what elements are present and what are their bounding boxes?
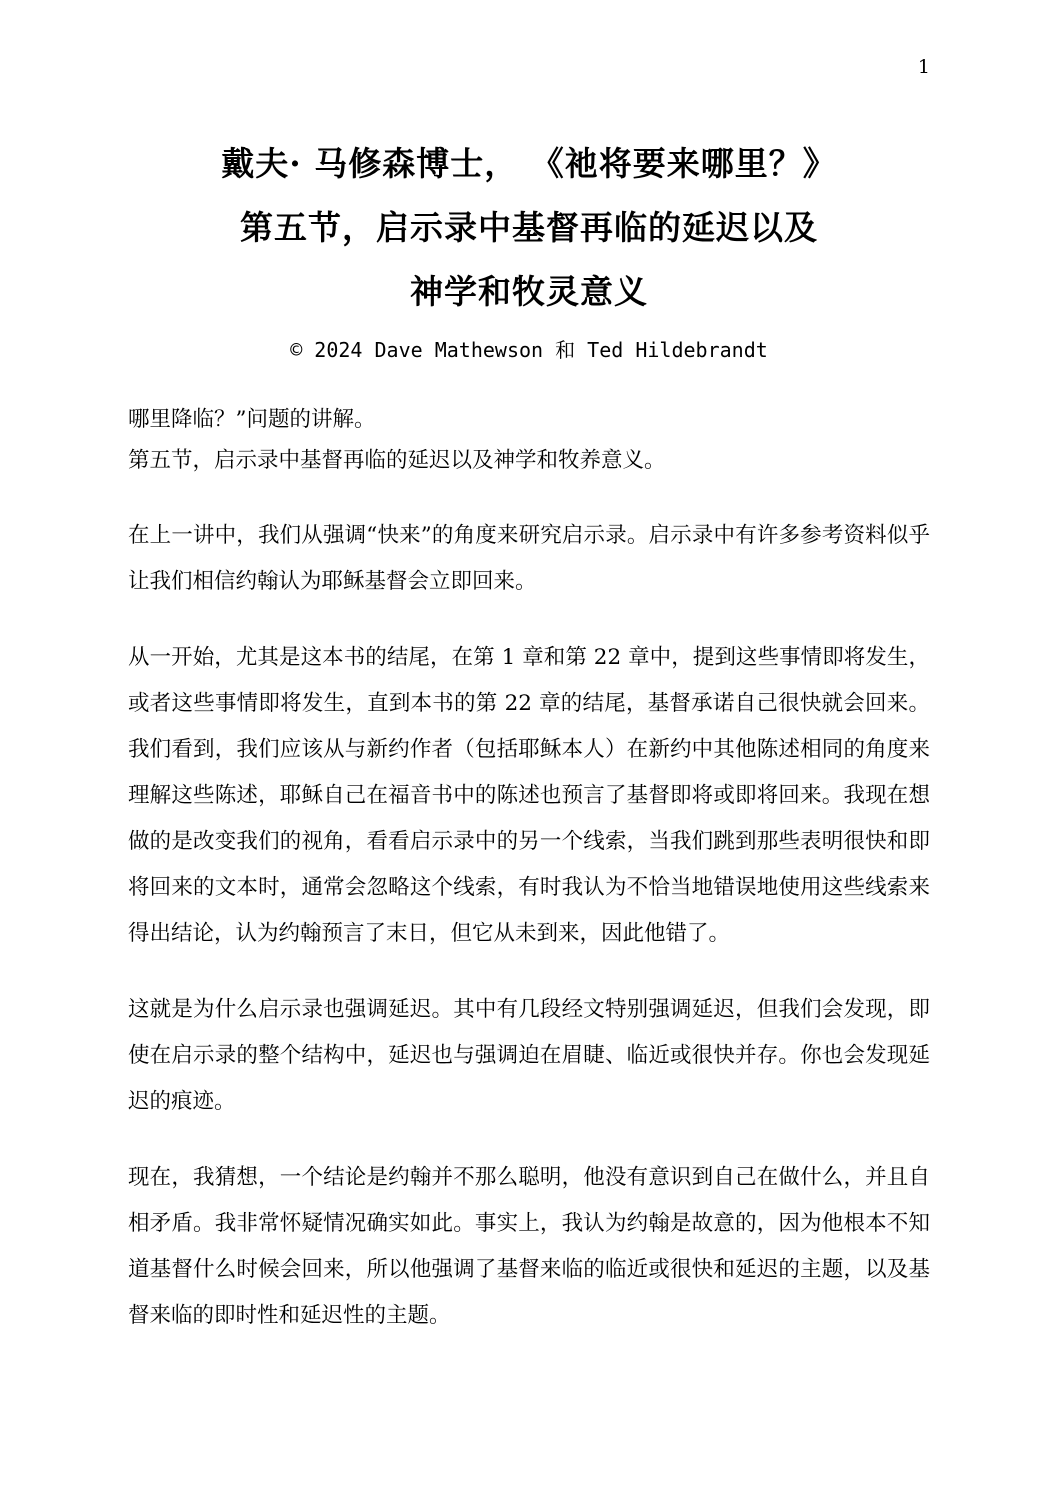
intro-line-2: 第五节，启示录中基督再临的延迟以及神学和牧养意义。 bbox=[128, 448, 666, 473]
document-body bbox=[128, 399, 930, 1339]
document-title bbox=[110, 132, 948, 324]
paragraph-4: 现在，我猜想，一个结论是约翰并不那么聪明，他没有意识到自己在做什么，并且自相矛盾。我非常怀疑情况确实如此。事实上，我认为约翰是故意的，因为他根本不知道基督什么时候会回来，所以他强调了基督来临的临近或很快和延迟的主题，以及基督来临的即时性和延迟性的主题。 bbox=[128, 1165, 930, 1328]
paragraph-3: 这就是为什么启示录也强调延迟。其中有几段经文特别强调延迟，但我们会发现，即使在启示录的整个结构中，延迟也与强调迫在眉睫、临近或很快并存。你也会发现延迟的痕迹。 bbox=[128, 997, 930, 1114]
title-line-2: 第五节，启示录中基督再临的延迟以及 bbox=[240, 208, 818, 247]
title-line-1: 戴夫· 马修森博士， 《祂将要来哪里？》 bbox=[221, 144, 837, 183]
paragraph-2: 从一开始，尤其是这本书的结尾，在第 1 章和第 22 章中，提到这些事情即将发生，或者这些事情即将发生，直到本书的第 22 章的结尾，基督承诺自己很快就会回来。我们看到，我们应该从与新约作者（包括耶稣本人）在新约中其他陈述相同的角度来理解这些陈述，耶稣自己在福音书中的陈述也预言了基督即将或即将回来。我现在想做的是改变我们的视角，看看启示录中的另一个线索，当我们跳到那些表明很快和即将回来的文本时，通常会忽略这个线索，有时我认为不恰当地错误地使用这些线索来得出结论，认为约翰预言了末日，但它从未到来，因此他错了。 bbox=[128, 645, 930, 946]
title-line-3: 神学和牧灵意义 bbox=[410, 272, 648, 311]
page-number: 1 bbox=[917, 56, 930, 78]
paragraph-1: 在上一讲中，我们从强调“快来”的角度来研究启示录。启示录中有许多参考资料似乎让我们相信约翰认为耶稣基督会立即回来。 bbox=[128, 523, 930, 594]
copyright-line: © 2024 Dave Mathewson 和 Ted Hildebrandt bbox=[290, 338, 768, 362]
intro-line-1: 哪里降临？”问题的讲解。 bbox=[128, 407, 376, 432]
